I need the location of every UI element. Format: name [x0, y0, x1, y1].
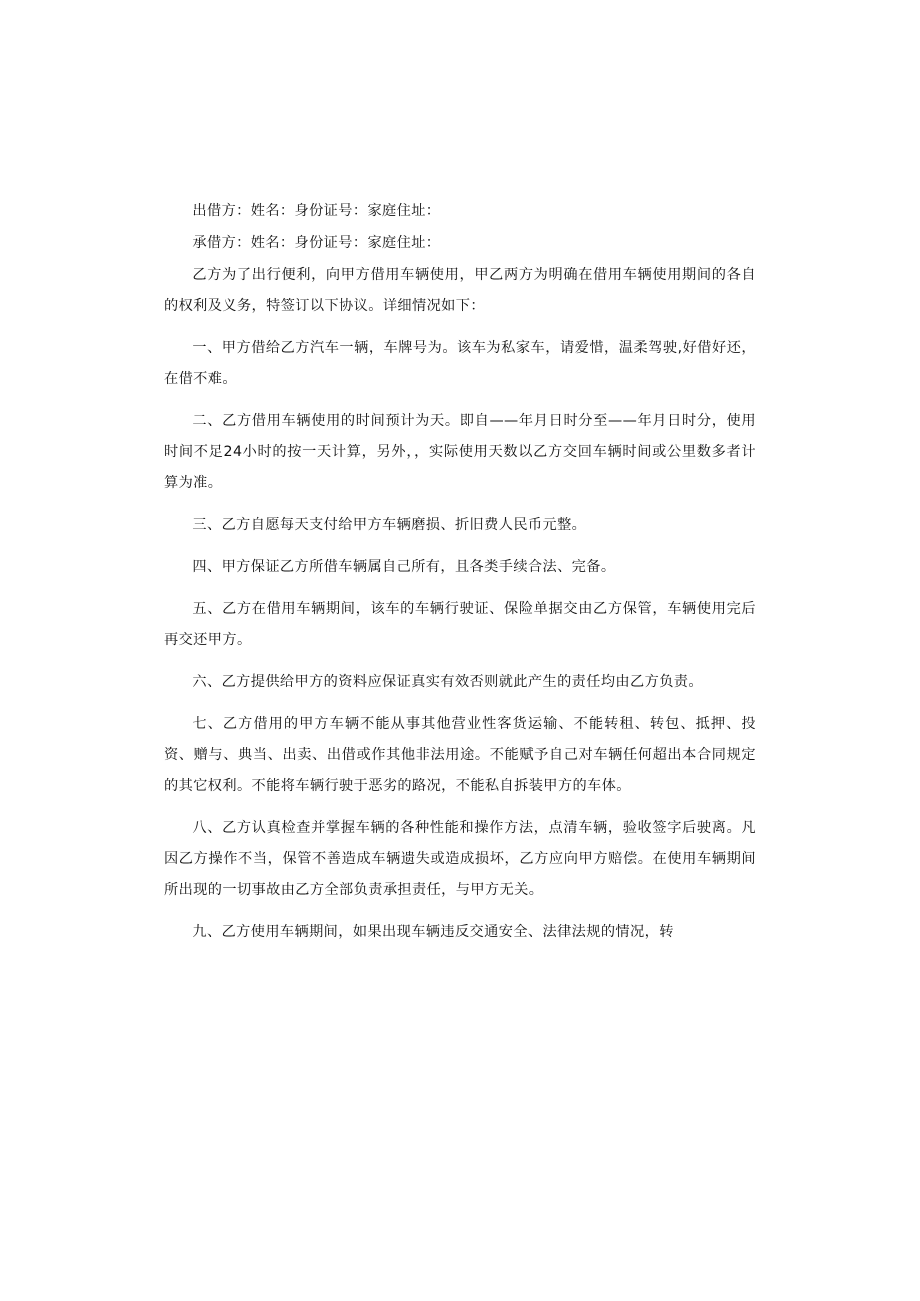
clause-3: 三、乙方自愿每天支付给甲方车辆磨损、折旧费人民币元整。: [192, 517, 587, 533]
clause-9: 九、乙方使用车辆期间，如果出现车辆违反交通安全、法律法规的情况，转: [192, 924, 674, 940]
clause-1: 一、甲方借给乙方汽车一辆，车牌号为。该车为私家车，请爱惜，温柔驾驶,好借好还，在借不难。: [164, 340, 756, 387]
borrower-info: 承借方：姓名：身份证号：家庭住址：: [192, 235, 441, 251]
clause-6: 六、乙方提供给甲方的资料应保证真实有效否则就此产生的责任均由乙方负责。: [192, 674, 703, 690]
clause-5: 五、乙方在借用车辆期间，该车的车辆行驶证、保险单据交由乙方保管，车辆使用完后再交还甲方。: [164, 601, 756, 648]
clause-4: 四、甲方保证乙方所借车辆属自己所有，且各类手续合法、完备。: [192, 559, 616, 575]
clause-2: 二、乙方借用车辆使用的时间预计为天。即自——年月日时分至——年月日时分，使用时间不足24小时的按一天计算，另外，，实际使用天数以乙方交回车辆时间或公里数多者计算为准。: [164, 413, 756, 491]
clause-7: 七、乙方借用的甲方车辆不能从事其他营业性客货运输、不能转租、转包、抵押、投资、赠与、典当、出卖、出借或作其他非法用途。不能赋予自己对车辆任何超出本合同规定的其它权利。不能将车辆行驶于恶劣的路况，不能私自拆装甲方的车体。: [164, 716, 756, 794]
document-page: [164, 196, 756, 959]
preamble-paragraph: 乙方为了出行便利，向甲方借用车辆使用，甲乙两方为明确在借用车辆使用期间的各自的权利及义务，特签订以下协议。详细情况如下：: [164, 267, 756, 314]
lender-info: 出借方：姓名：身份证号：家庭住址：: [192, 203, 441, 219]
clause-8: 八、乙方认真检查并掌握车辆的各种性能和操作方法，点清车辆，验收签字后驶离。凡因乙方操作不当，保管不善造成车辆遗失或造成损坏，乙方应向甲方赔偿。在使用车辆期间所出现的一切事故由乙方全部负责承担责任，与甲方无关。: [164, 820, 756, 898]
